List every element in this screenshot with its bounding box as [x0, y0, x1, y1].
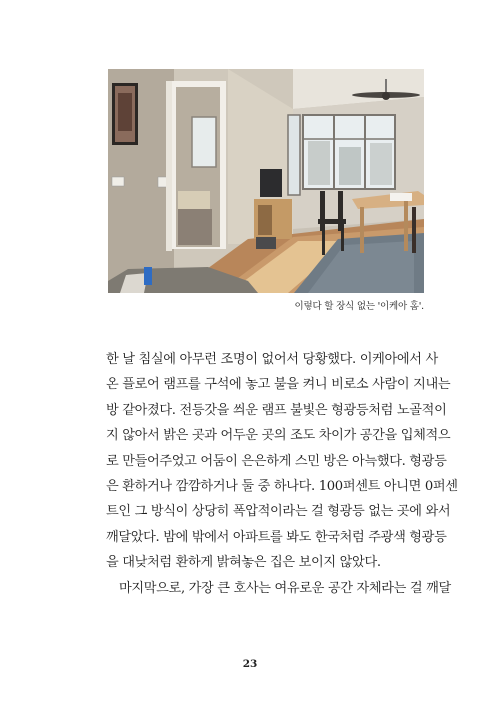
page-number: 23 — [242, 658, 258, 670]
text-line: 지 않아서 밝은 곳과 어두운 곳의 조도 차이가 공간을 입체적으 — [106, 428, 451, 444]
text-line: 마지막으로, 가장 큰 호사는 여유로운 공간 자체라는 걸 깨달 — [119, 580, 451, 596]
text-line: 한 날 침실에 아무런 조명이 없어서 당황했다. 이케아에서 사 — [106, 352, 438, 367]
photo-caption: 이렇다 할 장식 없는 '이케아 홈'. — [294, 301, 424, 312]
text-line: 로 만들어주었고 어둠이 은은하게 스민 방은 아늑했다. 형광등 — [106, 453, 447, 469]
text-line: 온 플로어 램프를 구석에 놓고 불을 켜니 비로소 사람이 지내는 — [106, 377, 451, 393]
text-line: 은 환하거나 깜깜하거나 둘 중 하나다. 100퍼센트 아니면 0퍼센 — [106, 478, 458, 494]
apartment-interior-photo — [108, 69, 424, 293]
text-line: 방 같아졌다. 전등갓을 씌운 램프 불빛은 형광등처럼 노골적이 — [106, 402, 447, 418]
text-line: 깨달았다. 밤에 밖에서 아파트를 봐도 한국처럼 주광색 형광등 — [106, 529, 447, 545]
text-line: 트인 그 방식이 상당히 폭압적이라는 걸 형광등 없는 곳에 와서 — [106, 504, 451, 520]
body-paragraph — [106, 347, 458, 601]
text-line: 을 대낮처럼 환하게 밝혀놓은 집은 보이지 않았다. — [106, 555, 381, 571]
interior-photo-illustration — [108, 69, 424, 293]
